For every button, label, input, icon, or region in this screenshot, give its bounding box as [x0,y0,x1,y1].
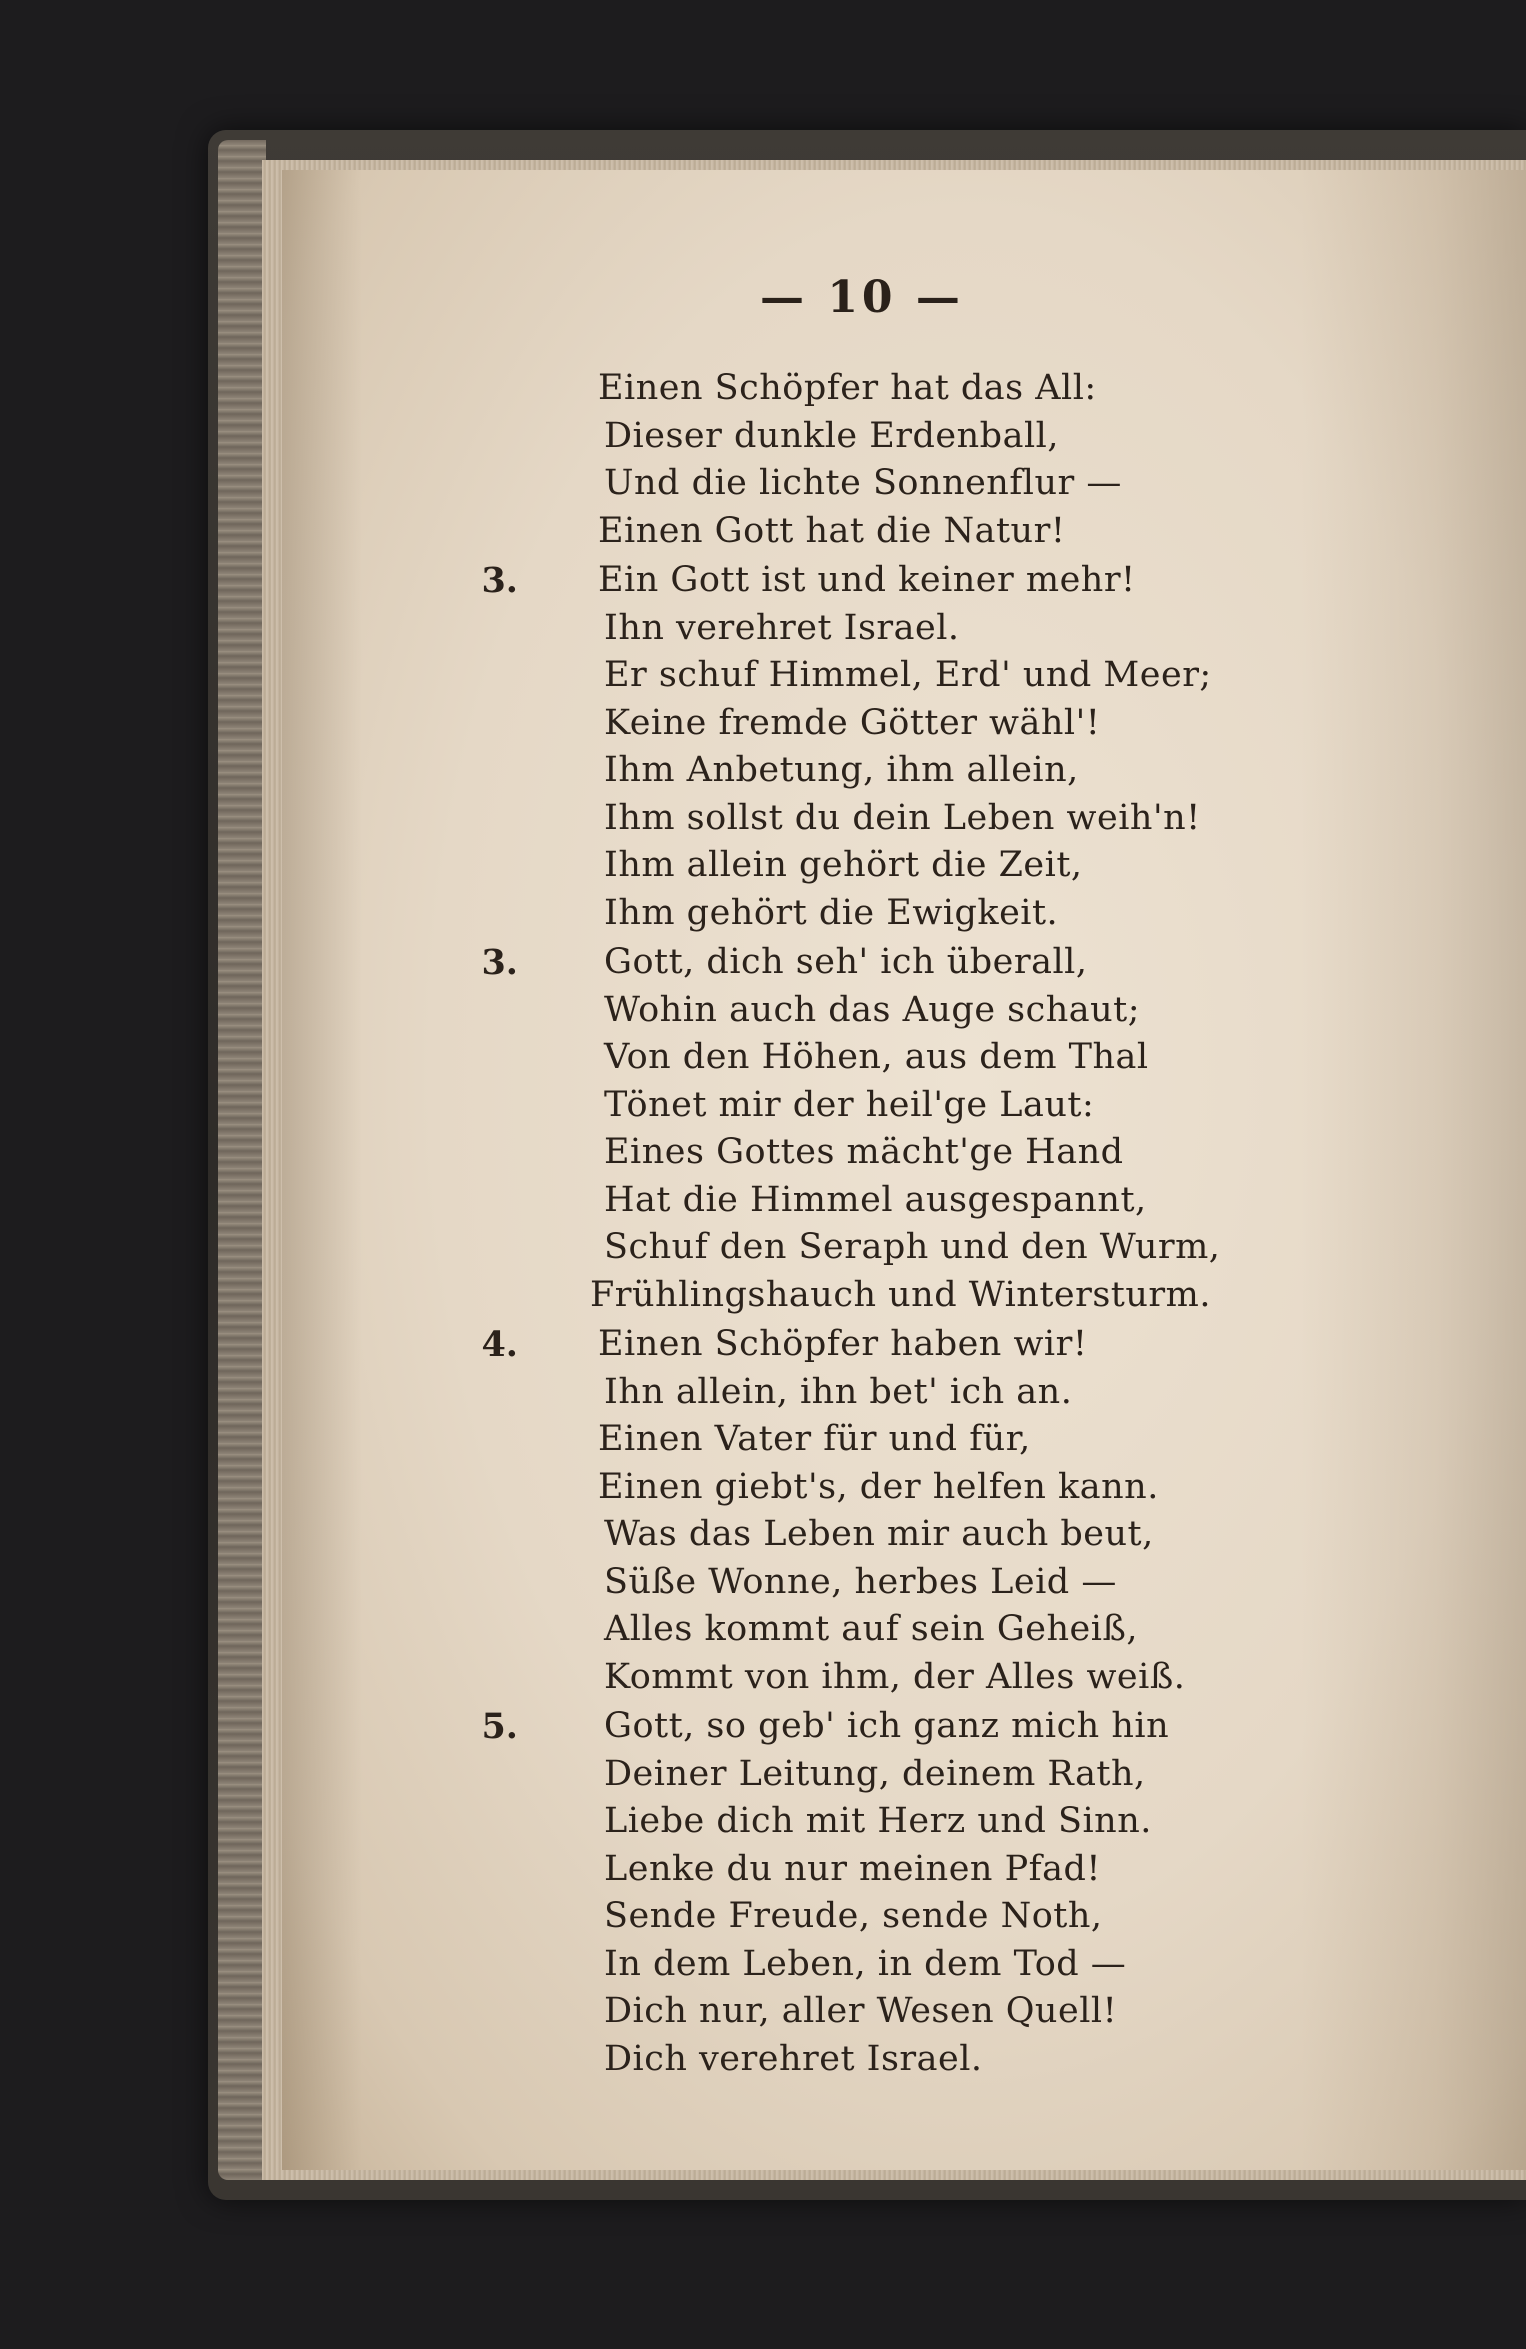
verse-line: Alles kommt auf sein Geheiß, [604,1609,1138,1649]
stanza-intro [530,365,1220,555]
verse-line: Ihm sollst du dein Leben weih'n! [604,797,1201,838]
verse-line: Er schuf Himmel, Erd' und Meer; [604,655,1212,695]
verse-line: Schuf den Seraph und den Wurm, [604,1227,1221,1267]
verse-line: Ihm Anbetung, ihm allein, [604,750,1079,790]
verse-line: 3. Ein Gott ist und keiner mehr! [530,557,1220,605]
verse-line: Keine fremde Götter wähl'! [604,702,1101,743]
verse-line: Tönet mir der heil'ge Laut: [604,1084,1095,1125]
stanza-number: 5. [481,1706,518,1747]
verse-line: Liebe dich mit Herz und Sinn. [604,1801,1152,1841]
stanza-number: 3. [481,560,518,601]
verse-line: Dich nur, aller Wesen Quell! [604,1991,1118,2031]
stanza-number: 4. [481,1324,518,1365]
stanza-number: 3. [481,942,518,983]
verse-line: In dem Leben, in dem Tod — [604,1943,1127,1984]
verse-line: Dich verehret Israel. [604,2038,983,2079]
verse-line: Was das Leben mir auch beut, [604,1514,1154,1554]
verse-line: Einen giebt's, der helfen kann. [598,1466,1159,1507]
verse-line: Einen Schöpfer hat das All: [598,368,1097,408]
verse-line: Dieser dunkle Erdenball, [604,415,1059,456]
verse-line: Und die lichte Sonnenflur — [604,463,1122,503]
stanza-3a [481,557,1220,937]
verse-line: Deiner Leitung, deinem Rath, [604,1753,1146,1794]
verse-line: Hat die Himmel ausgespannt, [604,1179,1147,1220]
hymn-text [481,365,1221,2083]
cover-spine-edge [218,140,266,2180]
verse-line: 5. Gott, so geb' ich ganz mich hin [530,1703,1220,1751]
verse-line: 3. Gott, dich seh' ich überall, [530,939,1220,987]
verse-line: Süße Wonne, herbes Leid — [604,1561,1117,1602]
page-gutter-shadow [282,170,362,2170]
verse-line: Eines Gottes mächt'ge Hand [604,1132,1124,1172]
verse-line: Einen Vater für und für, [598,1419,1031,1459]
verse-line: Kommt von ihm, der Alles weiß. [604,1656,1186,1697]
page-number: — 10 — [760,272,964,323]
verse-line: 4. Einen Schöpfer haben wir! [530,1321,1220,1369]
page-edge-shadow [1300,170,1526,2170]
verse-line: Ihm gehört die Ewigkeit. [604,892,1059,933]
verse-line: Einen Gott hat die Natur! [598,510,1066,551]
verse-line: Lenke du nur meinen Pfad! [604,1848,1101,1889]
verse-line: Frühlingshauch und Wintersturm. [590,1274,1211,1315]
verse-line: Von den Höhen, aus dem Thal [604,1037,1149,1077]
verse-line: Ihm allein gehört die Zeit, [604,845,1083,885]
verse-line: Ihn verehret Israel. [604,607,960,648]
verse-line: Ihn allein, ihn bet' ich an. [604,1371,1073,1412]
stanza-4 [481,1321,1220,1701]
stanza-3b [481,939,1221,1319]
stanza-5 [481,1703,1220,2083]
verse-line: Sende Freude, sende Noth, [604,1896,1103,1936]
verse-line: Wohin auch das Auge schaut; [604,989,1141,1030]
